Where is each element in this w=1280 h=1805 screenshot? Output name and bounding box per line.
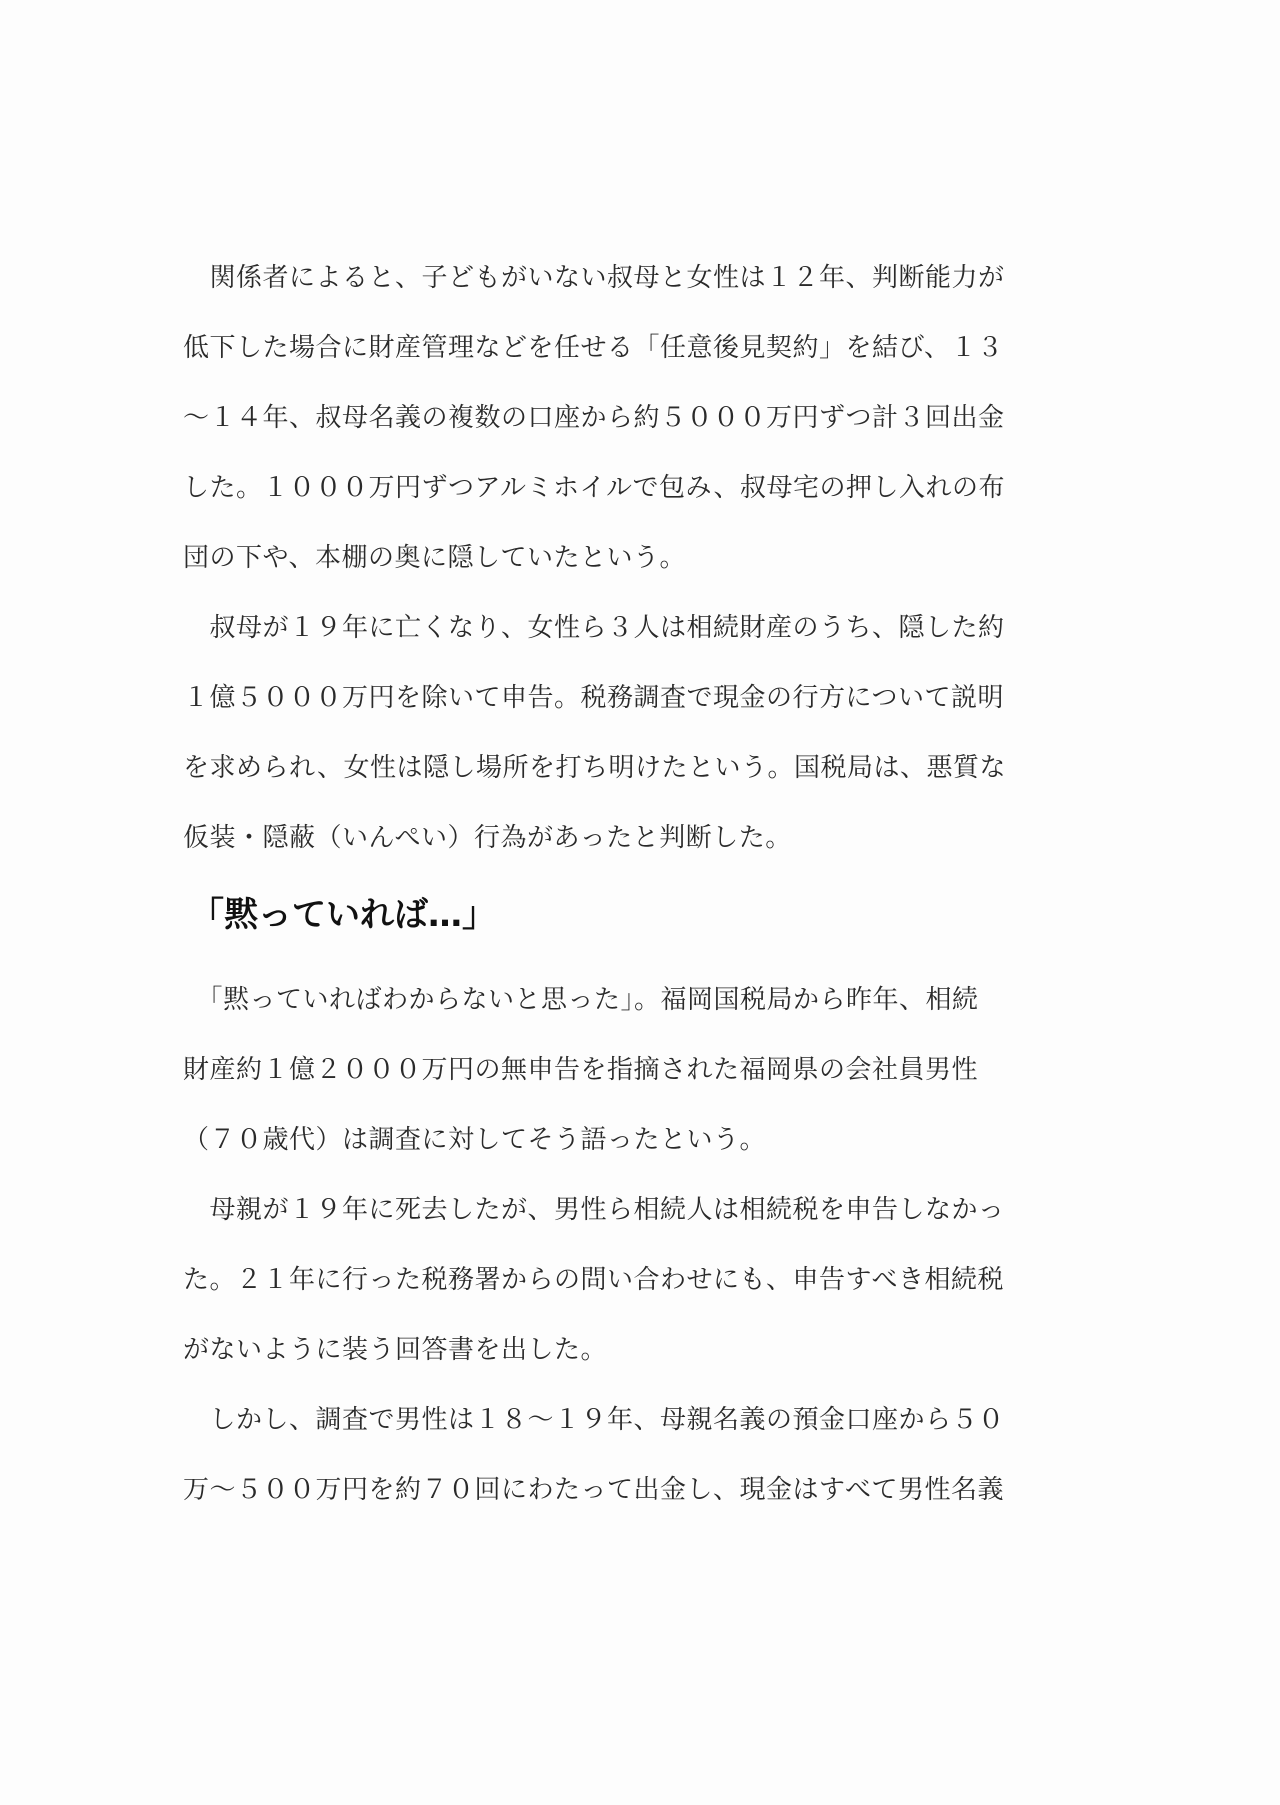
paragraph-line: ～１４年、叔母名義の複数の口座から約５０００万円ずつ計３回出金 [183, 403, 1005, 433]
paragraph-line: 団の下や、本棚の奥に隠していたという。 [183, 543, 686, 573]
paragraph-line: （７０歳代）は調査に対してそう語ったという。 [183, 1125, 767, 1155]
paragraph-line: た。２１年に行った税務署からの問い合わせにも、申告すべき相続税 [183, 1265, 1004, 1295]
paragraph-line: 万～５００万円を約７０回にわたって出金し、現金はすべて男性名義 [183, 1475, 1004, 1505]
section-heading: 「黙っていれば…」 [190, 895, 496, 935]
article-body [183, 243, 1063, 1525]
paragraph-line: 叔母が１９年に亡くなり、女性ら３人は相続財産のうち、隠した約 [183, 613, 1005, 643]
paragraph-line: 財産約１億２０００万円の無申告を指摘された福岡県の会社員男性 [183, 1055, 979, 1085]
paragraph-line: 低下した場合に財産管理などを任せる「任意後見契約」を結び、１３ [183, 333, 1004, 363]
paragraph-line: 「黙っていればわからないと思った」。福岡国税局から昨年、相続 [183, 985, 979, 1015]
paragraph-line: を求められ、女性は隠し場所を打ち明けたという。国税局は、悪質な [183, 753, 1007, 783]
paragraph-line: １億５０００万円を除いて申告。税務調査で現金の行方について説明 [183, 683, 1004, 713]
paragraph-line: 仮装・隠蔽（いんぺい）行為があったと判断した。 [183, 823, 792, 853]
paragraph-line: 母親が１９年に死去したが、男性ら相続人は相続税を申告しなかっ [183, 1195, 1005, 1225]
paragraph-line: がないように装う回答書を出した。 [183, 1335, 608, 1365]
paragraph-line: した。１０００万円ずつアルミホイルで包み、叔母宅の押し入れの布 [183, 473, 1006, 503]
paragraph-line: 関係者によると、子どもがいない叔母と女性は１２年、判断能力が [183, 263, 1005, 293]
paragraph-line: しかし、調査で男性は１８～１９年、母親名義の預金口座から５０ [183, 1405, 1005, 1435]
